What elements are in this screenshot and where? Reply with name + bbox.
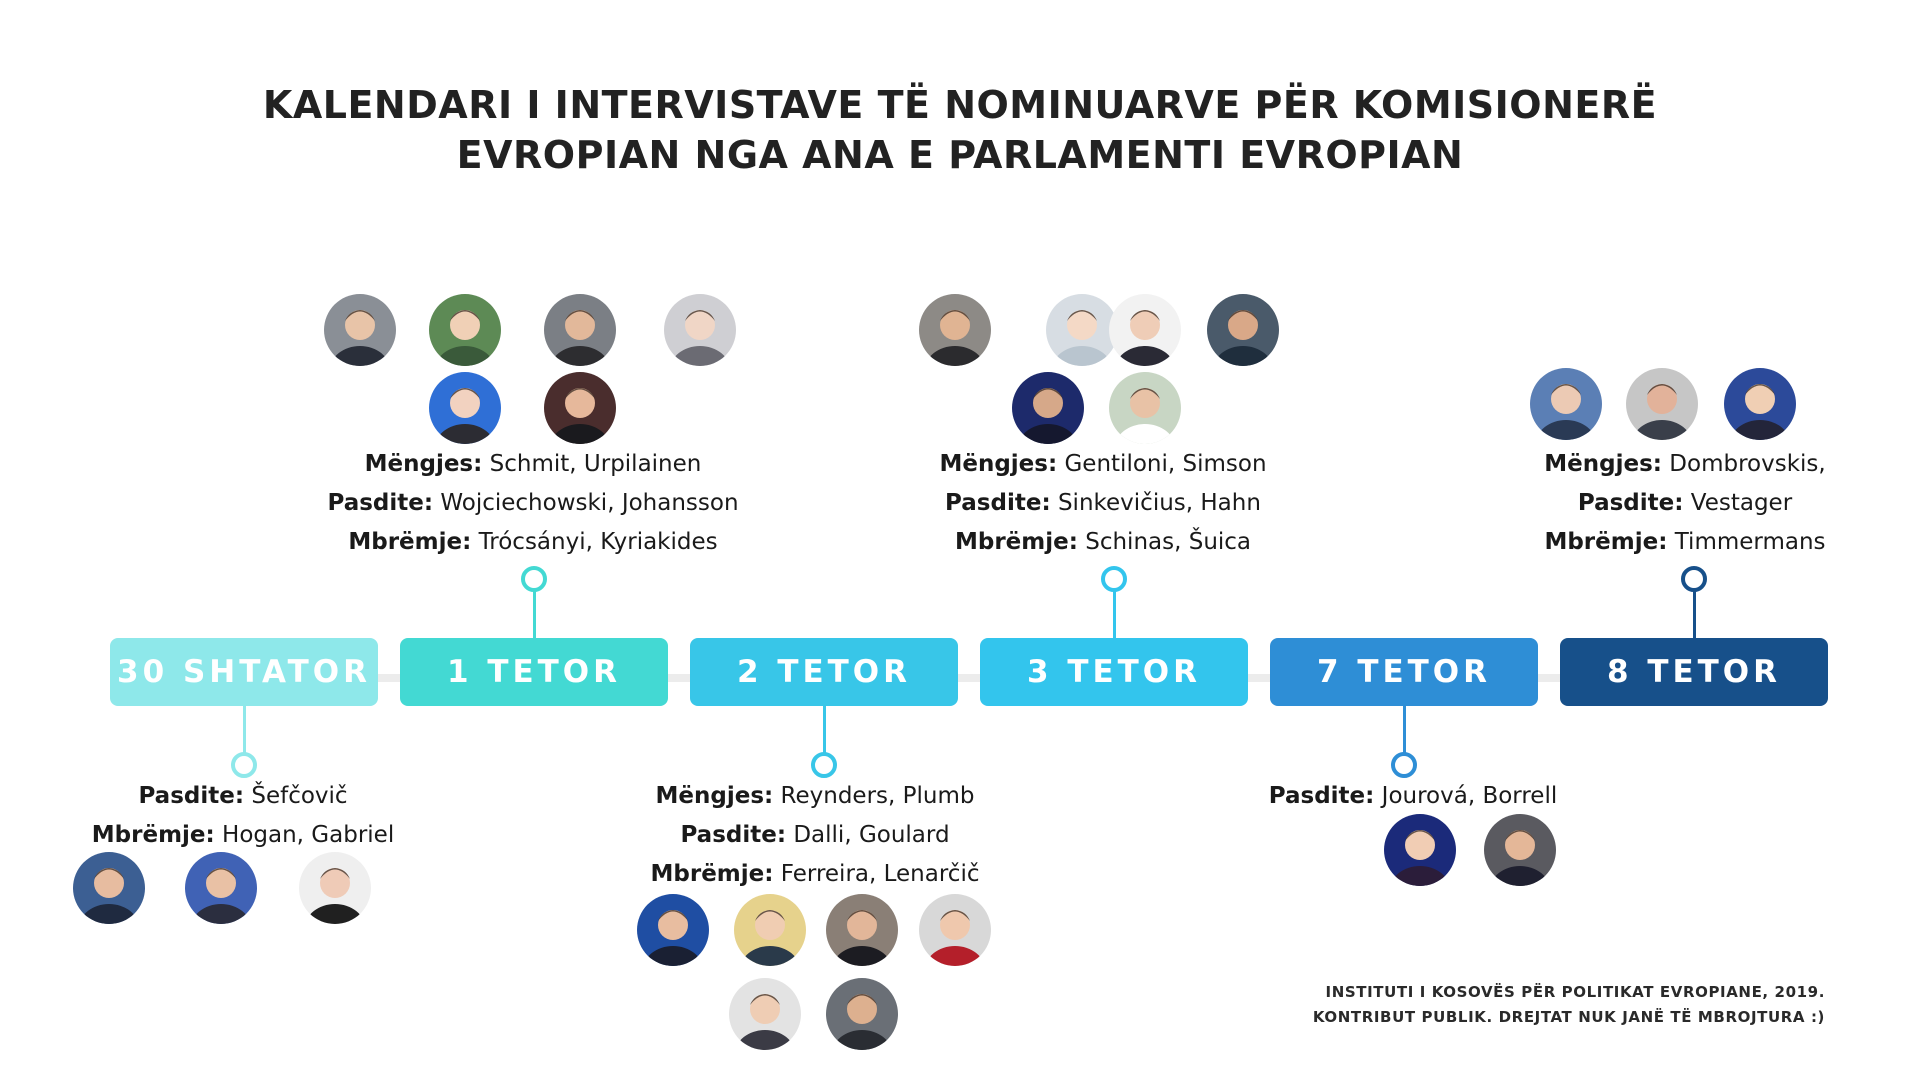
evening-label: Mbrëmje: — [650, 861, 774, 887]
schedule-row-morning — [651, 777, 980, 816]
connector-oct1 — [533, 586, 536, 638]
connector-oct7 — [1403, 706, 1406, 758]
schedule-row-evening — [1544, 523, 1825, 562]
schedule-row-afternoon — [1269, 777, 1557, 816]
avatar — [429, 294, 501, 366]
morning-label: Mëngjes: — [364, 451, 483, 477]
footer-credit — [1313, 980, 1825, 1030]
schedule-row-afternoon — [327, 484, 738, 523]
schedule-names: Reynders, Plumb — [780, 783, 975, 809]
afternoon-label: Pasdite: — [1268, 783, 1375, 809]
avatar — [1724, 368, 1796, 440]
schedule-names: Dalli, Goulard — [793, 822, 950, 848]
schedule-names: Jourová, Borrell — [1381, 783, 1558, 809]
avatar — [1109, 294, 1181, 366]
avatar — [185, 852, 257, 924]
avatar — [826, 978, 898, 1050]
morning-label: Mëngjes: — [1544, 451, 1662, 477]
connector-sep30 — [243, 706, 246, 758]
avatar — [1046, 294, 1118, 366]
schedule-row-morning — [1544, 445, 1825, 484]
avatar — [734, 894, 806, 966]
morning-label: Mëngjes: — [939, 451, 1058, 477]
schedule-names: Gentiloni, Simson — [1064, 451, 1267, 477]
schedule-names: Wojciechowski, Johansson — [440, 490, 739, 516]
schedule-names: Trócsányi, Kyriakides — [478, 529, 718, 555]
schedule-names: Schinas, Šuica — [1085, 529, 1252, 555]
date-box-oct7: 7 TETOR — [1270, 638, 1538, 706]
connector-oct3 — [1113, 586, 1116, 638]
avatar — [299, 852, 371, 924]
schedule-row-evening — [651, 855, 980, 894]
schedule-names: Schmit, Urpilainen — [489, 451, 702, 477]
afternoon-label: Pasdite: — [1577, 490, 1684, 516]
schedule-sep30 — [92, 777, 394, 855]
avatar — [73, 852, 145, 924]
evening-label: Mbrëmje: — [1544, 529, 1668, 555]
title-line-2: EVROPIAN NGA ANA E PARLAMENTI EVROPIAN — [456, 133, 1464, 177]
schedule-row-morning — [327, 445, 738, 484]
schedule-row-afternoon — [651, 816, 980, 855]
avatar — [1384, 814, 1456, 886]
date-box-sep30: 30 SHTATOR — [110, 638, 378, 706]
morning-label: Mëngjes: — [655, 783, 774, 809]
avatar — [1012, 372, 1084, 444]
footer-line-1: INSTITUTI I KOSOVËS PËR POLITIKAT EVROPIANE, 2019. — [1325, 983, 1825, 1001]
avatar — [544, 372, 616, 444]
node-oct3 — [1101, 566, 1127, 592]
schedule-oct7 — [1269, 777, 1557, 816]
avatar — [1207, 294, 1279, 366]
avatar — [729, 978, 801, 1050]
node-oct8 — [1681, 566, 1707, 592]
node-oct1 — [521, 566, 547, 592]
schedule-names: Vestager — [1690, 490, 1793, 516]
schedule-row-afternoon — [939, 484, 1266, 523]
schedule-row-afternoon — [92, 777, 394, 816]
connector-oct8 — [1693, 586, 1696, 638]
schedule-oct8 — [1544, 445, 1825, 562]
footer-line-2: KONTRIBUT PUBLIK. DREJTAT NUK JANË TË MBROJTURA :) — [1312, 1008, 1825, 1026]
node-oct7 — [1391, 752, 1417, 778]
date-box-oct1: 1 TETOR — [400, 638, 668, 706]
avatar — [1530, 368, 1602, 440]
schedule-row-morning — [939, 445, 1266, 484]
afternoon-label: Pasdite: — [138, 783, 245, 809]
avatar — [826, 894, 898, 966]
schedule-names: Sinkevičius, Hahn — [1057, 490, 1261, 516]
schedule-names: Ferreira, Lenarčič — [780, 861, 980, 887]
avatar — [1626, 368, 1698, 440]
avatar — [544, 294, 616, 366]
evening-label: Mbrëmje: — [91, 822, 215, 848]
schedule-row-evening — [92, 816, 394, 855]
node-sep30 — [231, 752, 257, 778]
schedule-names: Hogan, Gabriel — [222, 822, 395, 848]
connector-oct2 — [823, 706, 826, 758]
avatar — [664, 294, 736, 366]
date-box-oct2: 2 TETOR — [690, 638, 958, 706]
avatar — [1109, 372, 1181, 444]
title-line-1: KALENDARI I INTERVISTAVE TË NOMINUARVE PËR KOMISIONERË — [262, 83, 1658, 127]
schedule-oct1 — [327, 445, 738, 562]
avatar — [919, 294, 991, 366]
schedule-oct2 — [651, 777, 980, 894]
schedule-names: Dombrovskis, — [1669, 451, 1826, 477]
schedule-names: Timmermans — [1674, 529, 1826, 555]
schedule-row-evening — [939, 523, 1266, 562]
afternoon-label: Pasdite: — [945, 490, 1051, 516]
avatar — [324, 294, 396, 366]
avatar — [429, 372, 501, 444]
avatar — [637, 894, 709, 966]
date-box-oct8: 8 TETOR — [1560, 638, 1828, 706]
afternoon-label: Pasdite: — [327, 490, 434, 516]
avatar — [1484, 814, 1556, 886]
page-title — [0, 80, 1920, 180]
evening-label: Mbrëmje: — [348, 529, 472, 555]
date-box-oct3: 3 TETOR — [980, 638, 1248, 706]
schedule-oct3 — [939, 445, 1266, 562]
schedule-row-afternoon — [1544, 484, 1825, 523]
avatar — [919, 894, 991, 966]
afternoon-label: Pasdite: — [680, 822, 787, 848]
node-oct2 — [811, 752, 837, 778]
schedule-row-evening — [327, 523, 738, 562]
evening-label: Mbrëmje: — [954, 529, 1078, 555]
schedule-names: Šefčovič — [251, 783, 348, 809]
